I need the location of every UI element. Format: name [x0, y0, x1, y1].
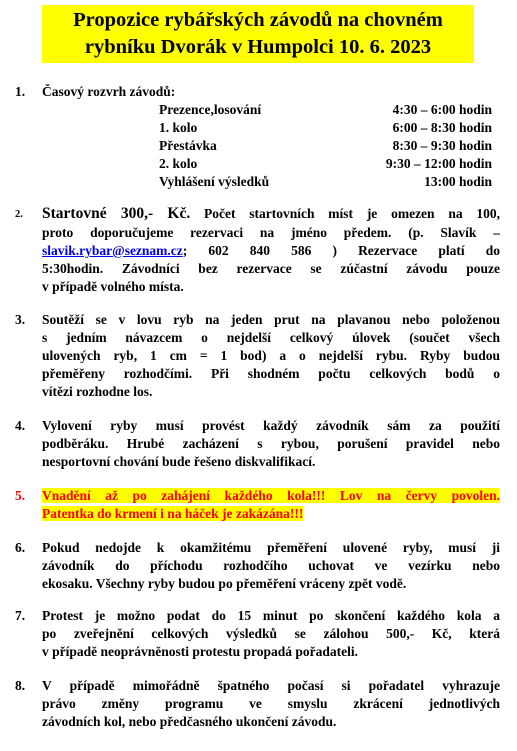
schedule-time-registration: 4:30 – 6:00 hodin — [392, 102, 492, 117]
item-3-line: přeměřeny rozhodčími. Při shodném počtu celkových bodů o — [42, 366, 500, 381]
item-7-line: po zveřejnění celkových výsledků se zálohou 500,- Kč, která — [42, 626, 500, 641]
title-line-2: rybníku Dvorák v Humpolci 10. 6. 2023 — [84, 36, 432, 58]
schedule-label-round-2: 2. kolo — [159, 156, 198, 171]
item-2-line-5: v případě volného místa. — [42, 279, 184, 294]
entry-fee: Startovné 300,- Kč. — [42, 205, 191, 222]
schedule-label-break: Přestávka — [159, 138, 217, 153]
item-4-line: Vylovení ryby musí provést každý závodník sám za použití — [42, 418, 500, 433]
schedule-label-round-1: 1. kolo — [159, 120, 198, 135]
item-2-line-3-text: ; 602 840 586 ) Rezervace platí do — [182, 243, 500, 258]
item-1-number: 1. — [15, 84, 26, 99]
schedule-time-round-1: 6:00 – 8:30 hodin — [392, 120, 492, 135]
item-3-line: s jedním návazcem o nejdelší celkový úlovek (součet všech — [42, 330, 500, 345]
item-6-line: ekosaku. Všechny ryby budou po přeměření vráceny zpět vodě. — [42, 576, 407, 591]
organizer-email-link[interactable]: slavik.rybar@seznam.cz — [42, 243, 183, 258]
item-4-number: 4. — [15, 418, 26, 433]
item-4-line: podběráku. Hrubé zacházení s rybou, porušení pravidel nebo — [42, 436, 500, 451]
item-5-line — [42, 487, 500, 505]
item-8-line: závodních kol, nebo předčasného ukončení závodu. — [42, 714, 337, 729]
item-5-line — [42, 505, 500, 523]
schedule-label-registration: Prezence,losování — [159, 102, 262, 117]
schedule-time-results: 13:00 hodin — [424, 174, 492, 189]
item-3-line: vítězi rozhodne los. — [42, 384, 153, 399]
schedule-time-round-2: 9:30 – 12:00 hodin — [385, 156, 492, 171]
schedule-label-results: Vyhlášení výsledků — [159, 174, 270, 189]
item-2-line-1 — [42, 204, 500, 224]
item-7-number: 7. — [15, 608, 26, 623]
item-8-line: V případě mimořádně špatného počasí si pořadatel vyhrazuje — [42, 678, 500, 693]
item-7-paragraph — [42, 607, 500, 661]
item-7-line: Protest je možno podat do 15 minut po skončení každého kola a — [42, 608, 500, 623]
item-5-paragraph — [42, 487, 500, 523]
item-2-line-2: proto doporučujeme rezervaci na jméno předem. (p. Slavík – — [42, 225, 500, 240]
item-5-line-1-highlight: Vnadění až po zahájení každého kola!!! Lov na červy povolen. — [42, 488, 500, 503]
item-2-line-4: 5:30hodin. Závodníci bez rezervace se zúčastní závodu pouze — [42, 261, 500, 276]
item-2-paragraph — [42, 204, 500, 296]
item-8-line: právo změny programu ve smyslu zkrácení jednotlivých — [42, 696, 500, 711]
item-6-line: Pokud nedojde k okamžitému přeměření ulovené ryby, musí ji — [42, 540, 500, 555]
item-3-number: 3. — [15, 312, 26, 327]
item-6-paragraph — [42, 539, 500, 593]
item-2-number: 2. — [15, 209, 23, 220]
schedule-time-break: 8:30 – 9:30 hodin — [392, 138, 492, 153]
item-4-line: nesportovní chování bude řešeno diskvalifikací. — [42, 454, 316, 469]
item-8-number: 8. — [15, 678, 26, 693]
item-4-paragraph — [42, 417, 500, 471]
item-3-paragraph — [42, 311, 500, 401]
item-7-line: v případě neoprávněnosti protestu propadá pořadateli. — [42, 644, 359, 659]
document-title — [42, 5, 474, 63]
title-line-1: Propozice rybářských závodů na chovném — [73, 9, 443, 31]
item-8-paragraph — [42, 677, 500, 731]
item-2-line-3 — [42, 242, 500, 260]
item-6-number: 6. — [15, 540, 26, 555]
item-2-line-1-text: Počet startovních míst je omezen na 100, — [204, 206, 500, 221]
item-5-number: 5. — [15, 488, 26, 503]
item-3-line: Soutěží se v lovu ryb na jeden prut na plavanou nebo položenou — [42, 312, 500, 327]
item-5-line-2-highlight: Patentka do krmení i na háček je zakázána!!! — [42, 506, 304, 521]
item-3-line: ulovených ryb, 1 cm = 1 bod) a o nejdelší rybu. Ryby budou — [42, 348, 500, 363]
schedule-heading: Časový rozvrh závodů: — [42, 84, 176, 99]
item-6-line: závodník do příchodu rozhodčího uchovat ve vezírku nebo — [42, 558, 500, 573]
